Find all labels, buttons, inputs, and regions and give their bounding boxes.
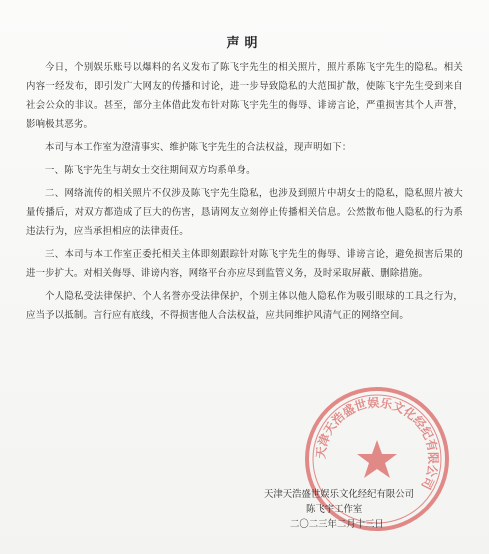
- paragraph-intro: 今日，个别娱乐账号以爆料的名义发布了陈飞宇先生的相关照片，照片系陈飞宇先生的隐私。相关内容一经发布，即引发广大网友的传播和讨论，进一步导致隐私的大范围扩散，使陈飞宇先生受到来自社会公众的非议。甚至，部分主体借此发布针对陈飞宇先生的侮辱、诽谤言论，严重损害其个人声誉，影响极其恶劣。: [26, 62, 463, 130]
- paragraph-point-one: 一、陈飞宇先生与胡女士交往期间双方均系单身。: [45, 165, 256, 176]
- paragraph-point-two: 二、网络流传的相关照片不仅涉及陈飞宇先生隐私，也涉及到照片中胡女士的隐私，隐私照片被大量传播后，对双方都造成了巨大的伤害，恳请网友立刻停止传播相关信息。公然散布他人隐私的行为系违法行为，应当承担相应的法律责任。: [26, 188, 463, 237]
- signature-block: [264, 487, 414, 532]
- document-body: [26, 58, 463, 329]
- signature-company: 天津天浩盛世娱乐文化经纪有限公司: [264, 489, 415, 500]
- document-title: 声明: [226, 36, 263, 51]
- signature-date: 二〇二三年二月十三日: [290, 519, 384, 530]
- signature-studio: 陈飞宇工作室: [306, 504, 363, 515]
- svg-text:天津天浩盛世娱乐文化经纪有限公司: 天津天浩盛世娱乐文化经纪有限公司: [313, 395, 441, 492]
- paragraph-declaration-lead: 本司与本工作室为澄清事实、维护陈飞宇先生的合法权益，现声明如下：: [45, 142, 352, 153]
- paragraph-closing: 个人隐私受法律保护、个人名誉亦受法律保护，个别主体以他人隐私作为吸引眼球的工具之行为，应当予以抵制。言行应有底线，不得损害他人合法权益，应共同维护风清气正的网络空间。: [26, 291, 463, 321]
- paragraph-point-three: 三、本司与本工作室正委托相关主体即刻跟踪针对陈飞宇先生的侮辱、诽谤言论，避免损害后果的进一步扩大。对相关侮辱、诽谤内容，网络平台亦应尽到监管义务，及时采取屏蔽、删除措施。: [26, 249, 463, 279]
